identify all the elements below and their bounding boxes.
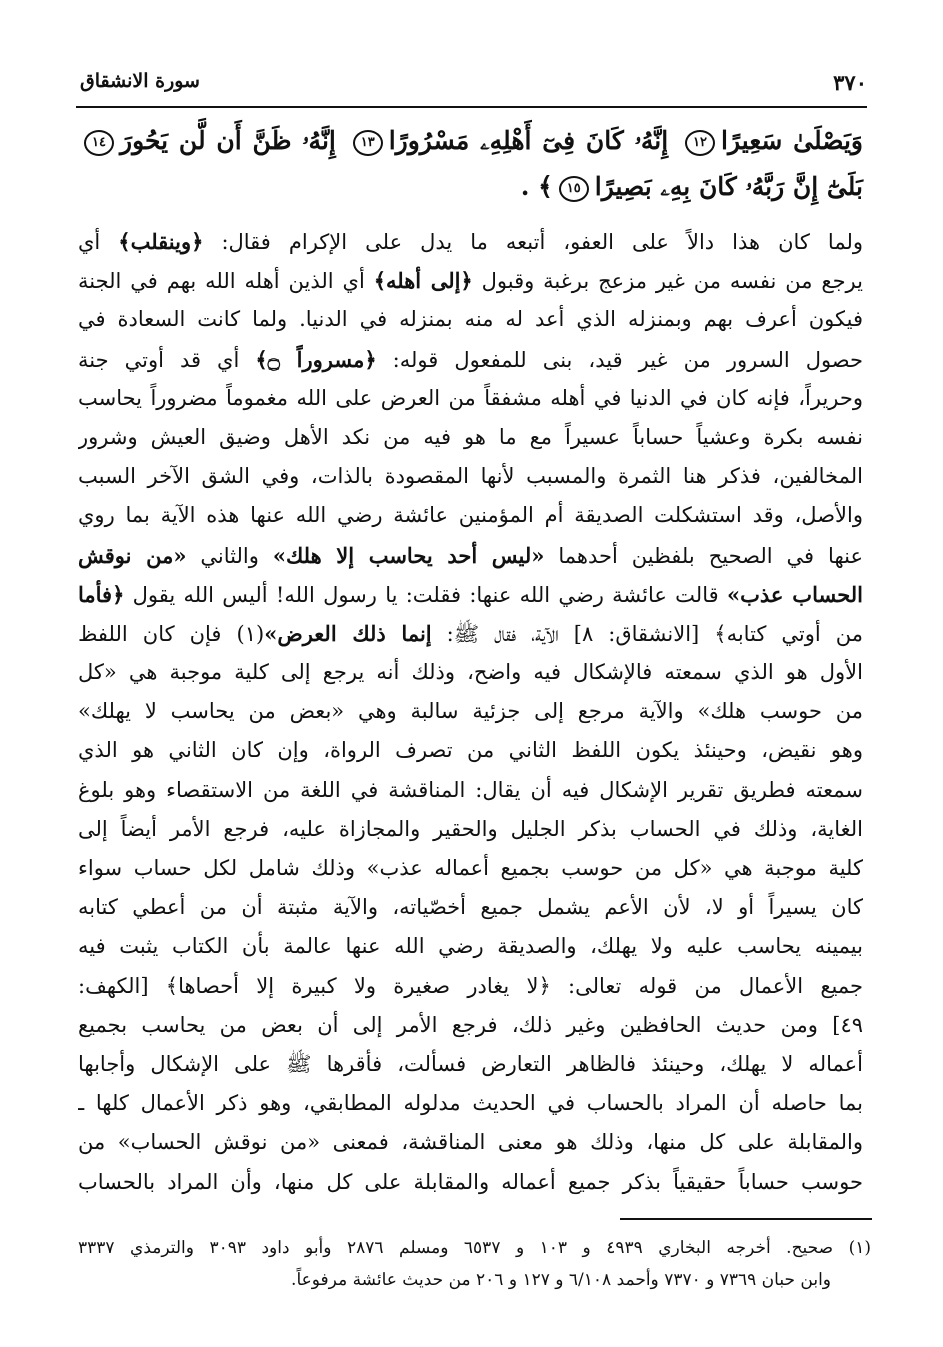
text-segment: وحريراً، فإنه كان في الدنيا في أهله مشفقاً من العرض على الله مغموماً مضروراً يحاسب: [78, 385, 863, 410]
text-line: [78, 340, 863, 379]
emphasized-text: إنما ذلك العرض»: [264, 620, 432, 646]
text-line: [78, 771, 863, 810]
text-segment: الأول هو الذي سمعته فالإشكال فيه واضح، وذلك أنه يرجع إلى كلية موجبة هي «كل: [78, 660, 863, 685]
text-segment: يرجع من نفسه من غير مزعج برغبة وقبول: [472, 269, 863, 294]
emphasized-text: «ليس أحد يحاسب إلا هلك»: [272, 542, 545, 568]
running-header: [80, 70, 867, 100]
text-segment: ٤٩] ومن حديث الحافظين وغير ذلك، فرجع الأمر إلى أن بعض من يحاسب بجميع: [78, 1012, 863, 1037]
text-segment: أي الذين أهله الله بهم في الجنة: [78, 269, 374, 294]
text-segment: عنها في الصحيح بلفظين أحدهما: [544, 543, 863, 568]
page-number: ٣٧٠: [833, 70, 867, 95]
text-line: [78, 418, 863, 457]
text-segment: الغاية، وذلك في الحساب بذكر الجليل والحقير والمجازاة عليه، فرجع الأمر أيضاً إلى: [78, 816, 863, 841]
text-segment: المخالفين، فذكر هنا الثمرة والمسبب لأنها المقصودة بالذات، وفي الشق الآخر السبب: [78, 464, 863, 489]
text-line: [78, 457, 863, 496]
text-line: [78, 653, 863, 692]
text-line: [78, 222, 863, 261]
text-line: [78, 614, 863, 653]
text-segment: حصول السرور من غير قيد، بنى للمفعول قوله:: [376, 347, 863, 372]
verse-text: وَيَصْلَىٰ سَعِيرًا: [721, 126, 863, 155]
text-line: [78, 927, 863, 966]
text-segment: من حوسب هلك» والآية مرجع إلى جزئية سالبة وهي «بعض من يحاسب لا يهلك»: [78, 699, 863, 724]
text-line: [78, 379, 863, 418]
text-segment: جميع الأعمال من قوله تعالى: ﴿لا يغادر صغيرة ولا كبيرة إلا أحصاها﴾ [الكهف:: [78, 973, 863, 998]
text-line: [78, 1006, 863, 1045]
verse-number-marker: ١٣: [353, 130, 383, 156]
text-line: [78, 888, 863, 927]
text-segment: وهو نقيض، وحينئذ يكون اللفظ الثاني من تصرف الرواة، وإن كان الثاني هو الذي: [78, 738, 863, 763]
text-segment: أي: [78, 230, 119, 254]
text-segment: كلية موجبة هي «كل من حوسب بجميع أعماله عذب» وذلك شامل لكل حساب سواء: [78, 856, 863, 880]
verse-text: بَلَىٰٓ إِنَّ رَبَّهُۥ كَانَ بِهِۦ بَصِيرًا: [594, 172, 863, 201]
text-line: [78, 692, 863, 731]
text-line: [78, 300, 863, 339]
emphasized-text: «من نوقش: [78, 542, 187, 568]
text-line: [78, 849, 863, 888]
text-segment: والثاني: [186, 543, 273, 568]
text-line: [78, 1123, 863, 1162]
emphasized-text: ﴿مسروراً ۝﴾: [255, 346, 377, 372]
footnote: [78, 1232, 871, 1296]
text-segment: نفسه بكرة وعشياً حساباً عسيراً مع ما هو فيه من نكد الأهل وضيق العيش وشرور: [78, 424, 863, 449]
emphasized-text: ﴿وينقلب﴾: [118, 229, 204, 254]
text-line: [78, 1084, 863, 1123]
text-segment: أعماله لا يهلك، وحينئذ فالظاهر التعارض فسألت، فأقرها ﷺ على الإشكال وأجابها: [78, 1051, 863, 1076]
commentary-body: [78, 222, 863, 1202]
text-segment: بما حاصله أن المراد بالحساب في الحديث مدلوله المطابقي، وهو ذكر الأعمال كلها ـ: [78, 1091, 863, 1116]
emphasized-text: ﴿إلى أهله﴾: [373, 268, 473, 294]
emphasized-text: ﴿فأما: [78, 581, 125, 607]
footnote-rule: [620, 1218, 872, 1220]
footnote-line: وابن حبان ٧٣٦٩ و ٧٣٧٠ وأحمد ٦/١٠٨ و ١٢٧ و ٢٠٦ من حديث عائشة مرفوعاً.: [291, 1270, 831, 1290]
text-line: [78, 575, 863, 614]
text-segment: قالت عائشة رضي الله عنها: فقلت: يا رسول الله! أليس الله يقول: [124, 582, 727, 607]
text-segment: أي قد أوتي جنة: [78, 347, 256, 372]
verse-number-marker: ١٤: [84, 130, 114, 156]
text-line: [78, 810, 863, 849]
text-segment: سمعته فطريق تقرير الإشكال فيه أن يقال: المناقشة في اللغة من الاستقصاء وهو بلوغ: [78, 777, 863, 802]
surah-title: سورة الانشقاق: [80, 70, 200, 92]
text-segment: والمقابلة على كل منها، وذلك هو معنى المناقشة، فمعنى «من نوقش الحساب» من: [78, 1130, 863, 1155]
verse-number-marker: ١٢: [685, 130, 715, 156]
verse-closing: ﴾ .: [520, 172, 553, 201]
text-line: [78, 1045, 863, 1084]
verse-text: إِنَّهُۥ ظَنَّ أَن لَّن يَحُورَ: [120, 126, 336, 155]
header-rule: [76, 106, 867, 108]
text-line: [78, 536, 863, 575]
text-line: [78, 967, 863, 1006]
text-segment: كان يسيراً أو لا، لأن الأعم يشمل جميع أخصّياته، والآية مثبتة أن من أعطي كتابه: [78, 895, 863, 920]
text-segment: ولما كان هذا دالاً على العفو، أتبعه ما يدل على الإكرام فقال:: [203, 230, 863, 254]
text-segment: (١) فإن كان اللفظ: [78, 621, 265, 646]
verse-text: إِنَّهُۥ كَانَ فِىٓ أَهْلِهِۦ مَسْرُورًا: [388, 126, 669, 155]
text-line: [78, 496, 863, 535]
verse-number-marker: ١٥: [559, 176, 589, 202]
emphasized-text: الحساب عذب»: [726, 581, 863, 607]
text-line: [78, 731, 863, 770]
quran-verse: [78, 118, 863, 210]
footnote-line: (١) صحيح. أخرجه البخاري ٤٩٣٩ و ١٠٣ و ٦٥٣٧ ومسلم ٢٨٧٦ وأبو داود ٣٠٩٣ والترمذي ٣٣٣٧: [78, 1238, 871, 1258]
text-segment: فيكون أعرف بهم وبمنزله الذي أعد له منه بمنزله في الدنيا. ولما كانت السعادة في: [78, 307, 863, 332]
text-segment: من أوتي كتابه﴾ [الانشقاق: ٨] الآية، فقال ﷺ:: [431, 621, 863, 646]
text-line: [78, 261, 863, 300]
text-segment: بيمينه يحاسب عليه ولا يهلك، والصديقة رضي الله عنها عالمة بأن الكتاب يثبت فيه: [78, 934, 863, 959]
text-line: [78, 1163, 863, 1202]
text-segment: والأصل، وقد استشكلت الصديقة أم المؤمنين عائشة رضي الله عنها هذه الآية بما روي: [78, 503, 863, 528]
text-segment: حوسب حساباً حقيقياً بذكر جميع أعماله والمقابلة على كل منها، وأن المراد بالحساب: [78, 1169, 863, 1194]
